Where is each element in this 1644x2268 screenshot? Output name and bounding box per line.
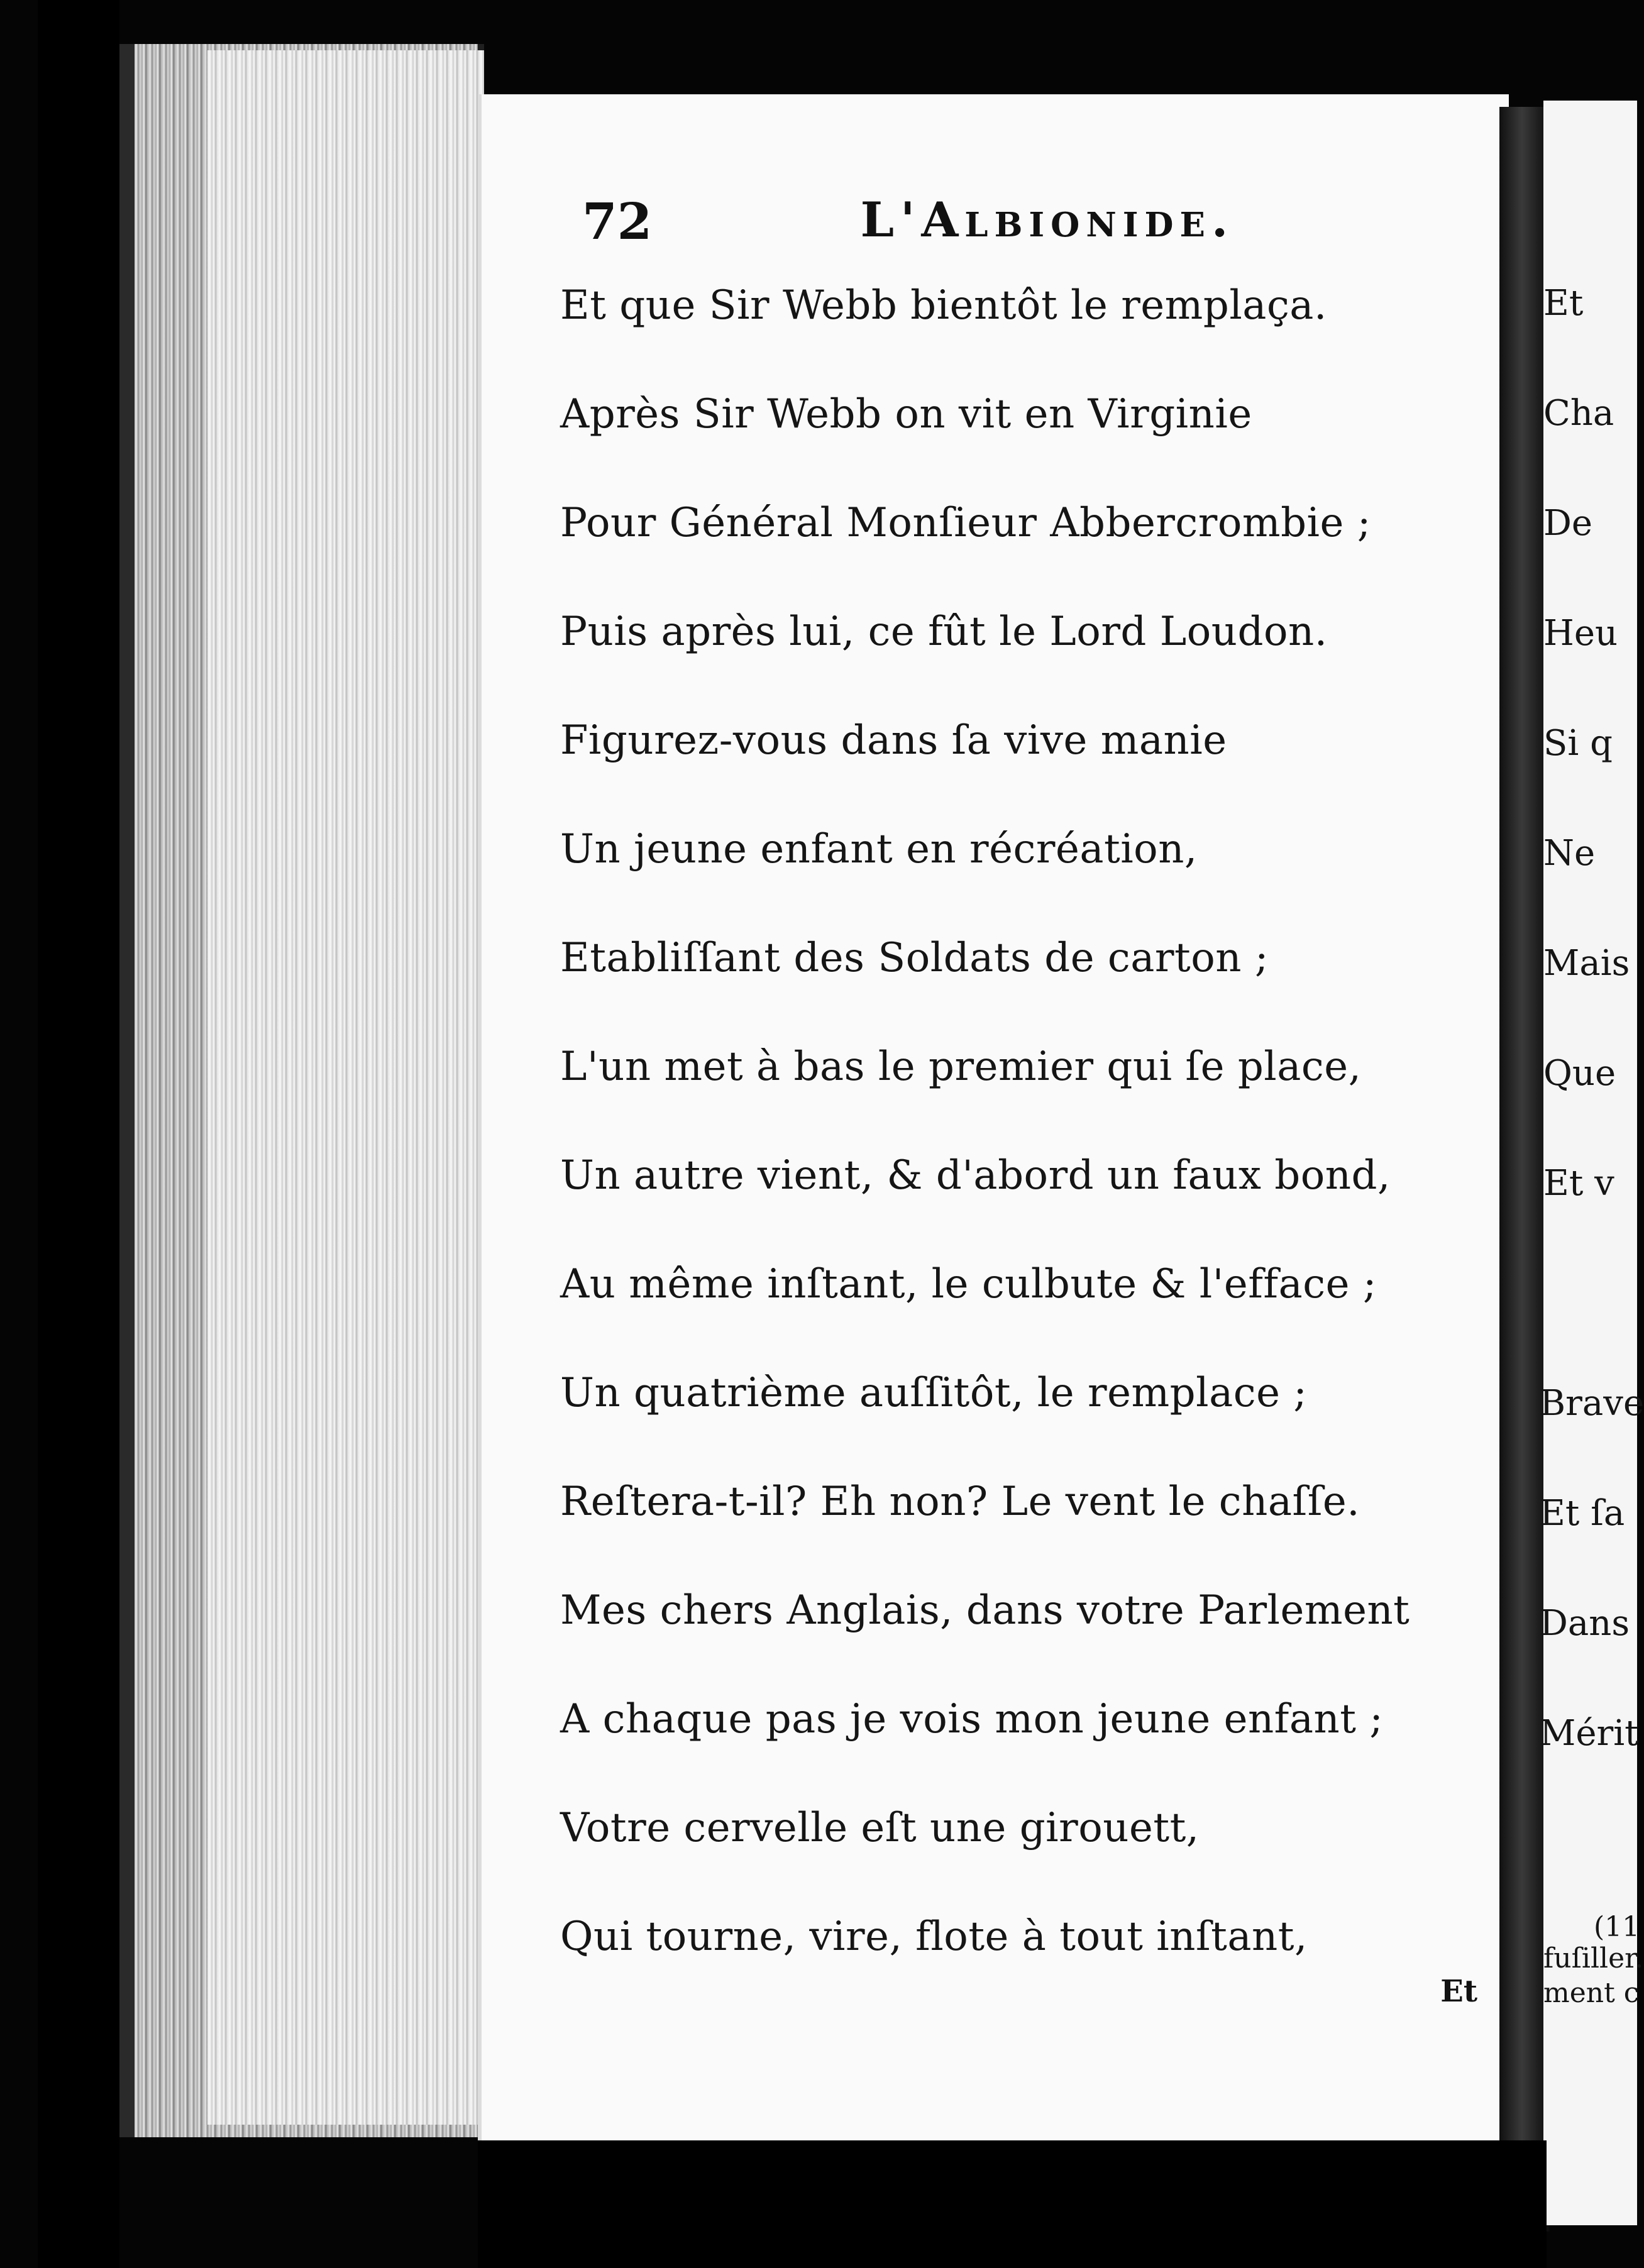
facing-line: Brave	[1540, 1383, 1644, 1424]
verse-line: Figurez-vous dans ſa vive manie	[560, 717, 1227, 764]
facing-line: Cha	[1543, 393, 1614, 434]
facing-line: Si q	[1543, 723, 1613, 764]
page-edges-inner	[207, 50, 484, 2125]
facing-line: Que	[1543, 1053, 1616, 1094]
facing-line: De	[1543, 503, 1593, 544]
facing-line: Dans	[1540, 1603, 1630, 1644]
page-number: 72	[582, 192, 653, 251]
verse-line: Un jeune enfant en récréation,	[560, 826, 1198, 873]
verse-block	[560, 251, 1478, 1991]
verse-line: Mes chers Anglais, dans votre Parlement	[560, 1587, 1410, 1634]
facing-line: Ne	[1543, 833, 1596, 874]
verse-line: L'un met à bas le premier qui ſe place,	[560, 1043, 1362, 1090]
catchword: Et	[1440, 1974, 1477, 2009]
footnote-line: (11	[1594, 1911, 1640, 1943]
facing-line: Et ſa	[1540, 1493, 1625, 1534]
footnote-line: fuſiller.	[1543, 1942, 1644, 1974]
verse-line: Un quatrième auſſitôt, le remplace ;	[560, 1370, 1308, 1416]
verse-line: Reſtera-t-il? Eh non? Le vent le chaſſe.	[560, 1478, 1360, 1525]
verse-line: Et que Sir Webb bientôt le remplaça.	[560, 282, 1327, 329]
verse-line: Au même inſtant, le culbute & l'efface ;	[560, 1261, 1377, 1307]
verse-line: Etabliſſant des Soldats de carton ;	[560, 935, 1269, 981]
book-spine-shadow	[38, 0, 119, 2268]
facing-line: Et v	[1543, 1163, 1614, 1204]
verse-line: A chaque pas je vois mon jeune enfant ;	[560, 1696, 1384, 1742]
book-gutter	[1499, 107, 1550, 2232]
facing-line: Mérit	[1540, 1713, 1639, 1754]
facing-line: Et	[1543, 283, 1584, 324]
verse-line: Un autre vient, & d'abord un faux bond,	[560, 1152, 1391, 1199]
verse-line: Votre cervelle eſt une girouett,	[560, 1805, 1200, 1851]
facing-line: Mais	[1543, 943, 1630, 984]
book-page	[478, 94, 1509, 2144]
book-title: L'Albionide.	[860, 192, 1235, 248]
verse-line: Qui tourne, vire, flote à tout inſtant,	[560, 1913, 1308, 1960]
facing-page	[1540, 101, 1644, 2225]
bottom-shadow	[478, 2140, 1547, 2268]
verse-line: Après Sir Webb on vit en Virginie	[560, 391, 1252, 438]
verse-line: Pour Général Monſieur Abbercrombie ;	[560, 500, 1371, 546]
facing-line: Heu	[1543, 613, 1618, 654]
footnote-line: ment c	[1543, 1977, 1640, 2009]
verse-line: Puis après lui, ce fût le Lord Loudon.	[560, 608, 1328, 655]
